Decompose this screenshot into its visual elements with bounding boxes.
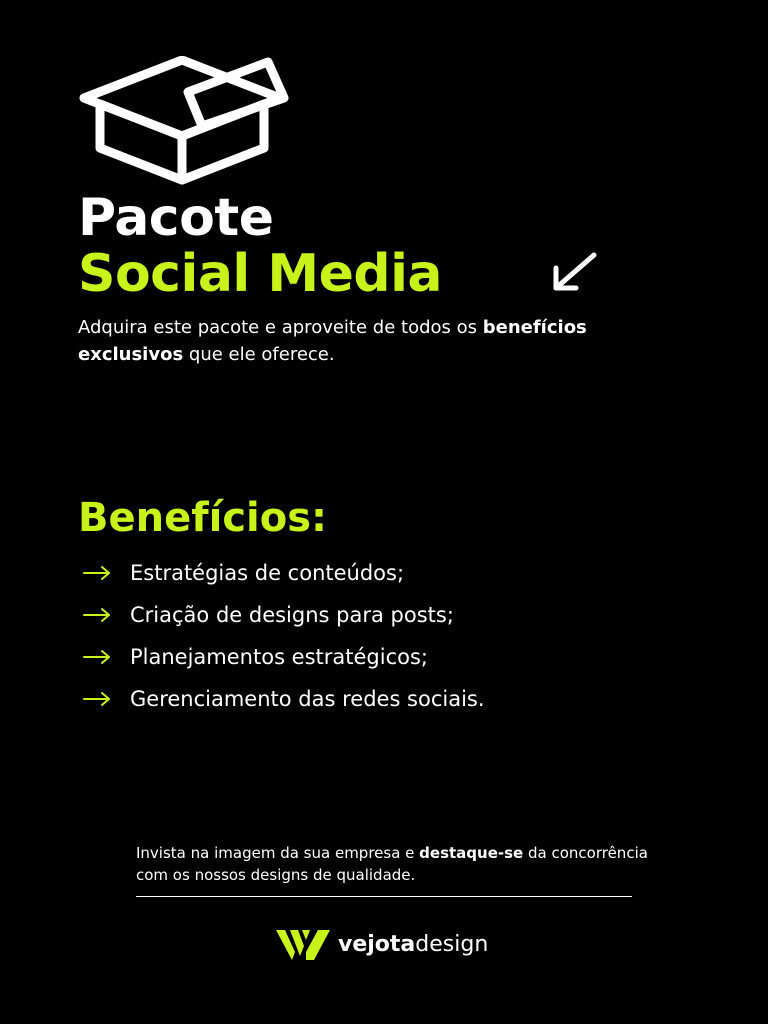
benefits-heading: Benefícios: [78,495,328,541]
list-item [82,636,485,678]
benefit-label: Criação de designs para posts; [130,603,454,627]
page-title-line2: Social Media [78,244,442,304]
benefit-label: Estratégias de conteúdos; [130,561,405,585]
arrow-right-icon [82,607,112,623]
list-item [82,678,485,720]
footer-highlight: destaque-se [419,844,524,862]
divider [136,896,632,897]
footer-note: Invista na imagem da sua empresa e destaque-se da concorrência com os nossos designs de qualidade. [136,844,648,884]
arrow-right-icon [82,691,112,707]
intro-highlight: benefícios exclusivos [78,317,587,365]
benefits-list [82,552,485,720]
list-item [82,594,485,636]
arrow-right-icon [82,565,112,581]
page-title-line1: Pacote [78,188,274,248]
vejota-logo [276,926,332,962]
arrow-down-left-icon [548,250,600,294]
open-box-icon [78,56,290,186]
brand [276,926,488,962]
brand-name: vejotadesign [338,931,489,957]
list-item [82,552,485,594]
benefit-label: Gerenciamento das redes sociais. [130,687,485,711]
benefit-label: Planejamentos estratégicos; [130,645,429,669]
arrow-right-icon [82,649,112,665]
intro-text: Adquira este pacote e aproveite de todos os benefícios exclusivos que ele oferece. [78,317,587,365]
